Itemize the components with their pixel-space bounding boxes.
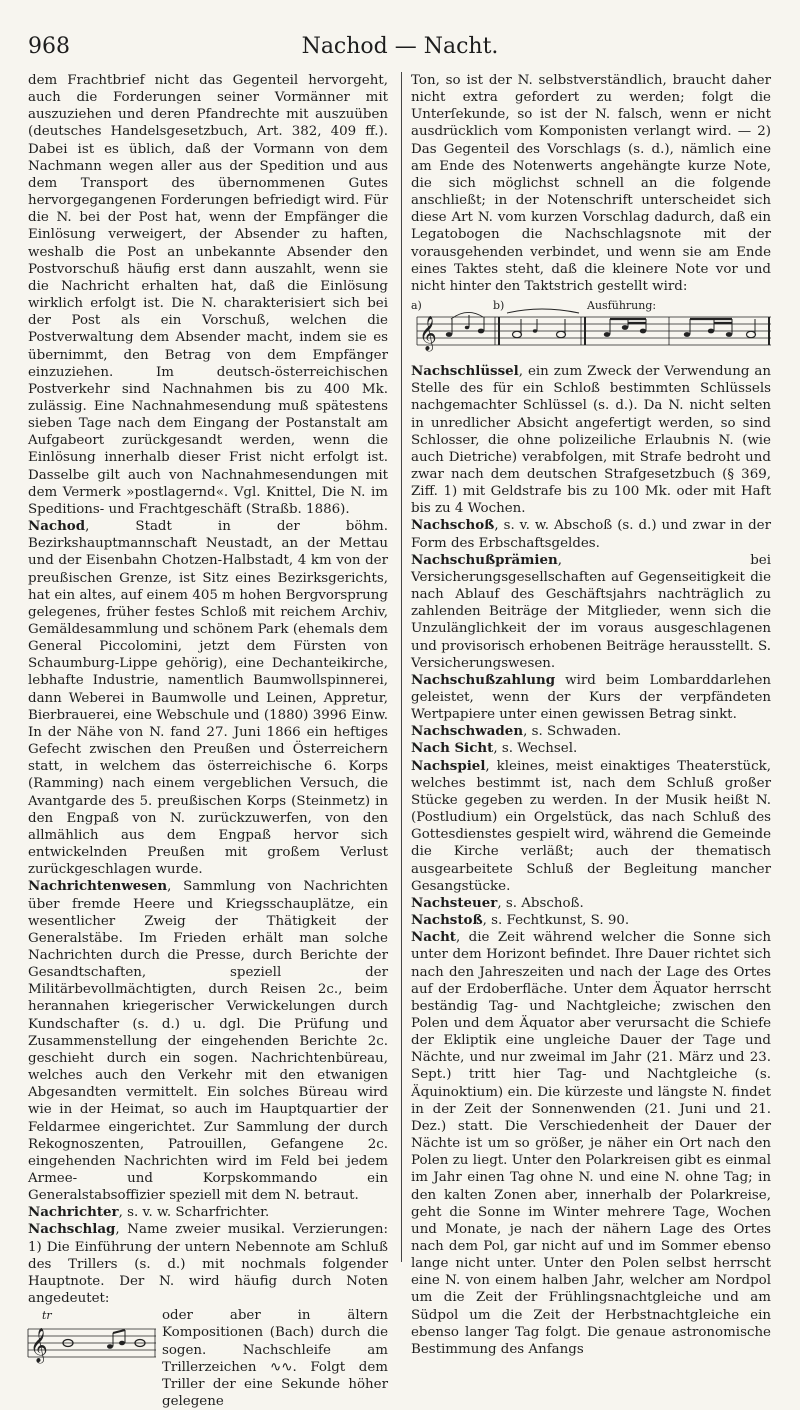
left-column [28,72,388,1410]
page-header [28,34,772,68]
entry-text: , Sammlung von Nachrichten über fremde Heere und Kriegsschauplätze, ein wesentlicher Zweig der Thätigkeit der Generalstäbe. Im Frieden erhält man solche Nachrichten durch die Presse, durch Berichte der Gesandtschaften, speziell der Militärbevollmächtigten, durch Reisen 2c., beim herannahen kriegerischer Verwickelungen durch Kundschafter (s. d.) u. dgl. Die Prüfung und Zusammenstellung der eingehenden Berichte 2c. geschieht durch ein sogen. Nachrichtenbüreau, welches auch den Verkehr mit den etwanigen Abgesandten vermittelt. Ein solches Büreau wird wie in der Heimat, so auch im Hauptquartier der Feldarmee eingerichtet. Zur Sammlung der durch Rekognoszenten, Patrouillen, Gefangene 2c. eingehenden Nachrichten wird im Feld bei jedem Armee- und Korpskommando ein Generalstabsoffizier speziell mit dem N. betraut. [28,879,388,1204]
entry-nachschusspraemien [411,552,771,672]
entry-nachschluessel [411,363,771,517]
nachschlag-music-example [411,299,771,357]
label-a: a) [411,299,422,313]
headword: Nachrichtenwesen [28,878,168,895]
trill-example [28,1307,388,1410]
column-divider [401,72,402,1262]
headword: Nachrichter [28,1204,119,1221]
entry-nachrichter [28,1204,388,1221]
entry-text: wird beim Lombarddarlehen geleistet, wenn der Kurs der verpfändeten Wertpapiere unter einen gewissen Betrag sinkt. [411,672,771,723]
entry-text: , kleines, meist einaktiges Theaterstück, welches bestimmt ist, nach dem Schluß großer Stücke gegeben zu werden. In der Musik heißt N. (Postludium) ein Orgelstück, das nach Schluß des Gottesdienstes gespielt wird, während die Gemeinde die Kirche verläßt; auch der thematisch ausgearbeitete Schluß der Begleitung mancher Gesangstücke. [411,758,771,894]
headword: Nach Sicht [411,740,494,757]
entry-text: , Stadt in der böhm. Bezirkshauptmannschaft Neustadt, an der Mettau und der Eisenbahn Chotzen-Halbstadt, 4 km von der preußischen Grenze, ist Sitz eines Bezirksgerichts, hat ein altes, auf einem 405 m hohen Bergvorsprung gelegenes, früher festes Schloß mit reichem Archiv, Gemäldesammlung und schönem Park (ehemals dem General Piccolomini, jetzt dem Fürsten von Schaumburg-Lippe gehörig), eine Dechanteikirche, lebhafte Industrie, namentlich Baumwollspinnerei, dann Weberei in Baumwolle und Leinen, Appretur, Bierbrauerei, eine Webschule und (1880) 3996 Einw. In der Nähe von N. fand 27. Juni 1866 ein heftiges Gefecht zwischen den Preußen und Österreichern statt, in welchem das österreichische 6. Korps (Ramming) nach einem vergeblichen Versuch, die Avantgarde des 5. preußischen Korps (Steinmetz) in den Engpaß von N. zurückzuwerfen, von den allmählich aus dem Engpaß hervor sich entwickelnden Preußen mit großem Verlust zurückgeschlagen wurde. [28,519,388,878]
headword: Nachschwaden [411,723,524,740]
trill-music-notation [28,1321,156,1367]
headword: Nachspiel [411,757,486,774]
trill-mark: tr [42,1309,52,1323]
entry-text: , Name zweier musikal. Verzierungen: 1) Die Einführung der untern Nebennote am Schluß des Trillers (s. d.) mit nochmals folgender Hauptnote. Der N. wird häufig durch Noten angedeutet: [28,1222,388,1307]
entry-text: , s. v. w. Abschoß (s. d.) und zwar in der Form des Erbschaftsgeldes. [411,518,771,551]
entry-nachstoss [411,912,771,929]
headword: Nachsteuer [411,894,498,911]
headword: Nachod [28,518,86,535]
entry-text: , s. v. w. Scharfrichter. [118,1205,270,1221]
svg-text:𝄞: 𝄞 [419,316,437,352]
music-notation [411,299,771,357]
headword: Nacht [411,929,456,946]
entry-nachspiel [411,758,771,895]
entry-text: , bei Versicherungsgesellschaften auf Gegenseitigkeit die nach Ablauf des Geschäftsjahrs nachträglich zu zahlenden Beiträge der Mitglieder, wenn sich die Unzulänglichkeit der im voraus ausgeschlagenen und provisorisch erhobenen Beiträge herausstellt. S. Versicherungswesen. [411,552,771,671]
entry-text: , s. Abschoß. [497,895,584,911]
entry-nachschwaden [411,723,771,740]
text-continuation: Ton, so ist der N. selbstverständlich, braucht daher nicht extra gefordert zu werden; folgt die Unterſekunde, so ist der N. falsch, wenn er nicht ausdrücklich vom Komponisten verlangt wird. — 2) Das Gegenteil des Vorschlags (s. d.), nämlich eine am Ende des Notenwerts angehängte kurze Note, die sich möglichst schnell an die folgende anschließt; in der Notenschrift unterscheidet sich diese Art N. vom kurzen Vorschlag dadurch, daß ein Legatobogen die Nachschlagsnote mit der vorausgehenden verbindet, und wenn sie am Ende eines Taktes steht, daß die kleinere Note vor und nicht hinter den Taktstrich gestellt wird: [411,73,771,294]
entry-nachschlag [28,1221,388,1307]
entry-nachschusszahlung [411,672,771,723]
right-column [411,72,771,1357]
headword: Nachschoß [411,517,495,534]
entry-nachod [28,518,388,878]
running-head: Nachod — Nacht. [301,34,499,59]
trill-caption: oder aber in ältern Kompositionen (Bach) durch die sogen. Nachschleife am Trillerzeichen ∿∿. Folgt dem Triller der eine Sekunde höher gelegene [162,1308,388,1410]
entry-text: , die Zeit während welcher die Sonne sich unter dem Horizont befindet. Ihre Dauer richtet sich nach den Jahreszeiten und nach der Lage des Ortes auf der Erdoberfläche. Unter dem Äquator herrscht beständig Tag- und Nachtgleiche; zwischen den Polen und dem Äquator aber verursacht die Schiefe der Ekliptik eine ungleiche Dauer der Tage und Nächte, und nur zweimal im Jahr (21. März und 23. Sept.) tritt hier Tag- und Nachtgleiche (s. Äquinoktium) ein. Die kürzeste und längste N. findet in der Zeit der Sonnenwenden (21. Juni und 21. Dez.) statt. Die Verschiedenheit der Dauer der Nächte ist um so größer, je näher ein Ort nach den Polen zu liegt. Unter den Polarkreisen gibt es einmal im Jahr einen Tag ohne N. und eine N. ohne Tag; in den kalten Zonen aber, innerhalb der Polarkreise, geht die Sonne im Winter mehrere Tage, Wochen und Monate, je nach der nähern Lage des Ortes nach dem Pol, gar nicht auf und im Sommer ebenso lange nicht unter. Unter den Polen selbst herrscht eine N. von einem halben Jahr, welcher am Nordpol um die Zeit der Frühlingsnachtgleiche und am Südpol um die Zeit der Herbstnachtgleiche ein ebenso langer Tag folgt. Die genaue astronomische Bestimmung des Anfangs [411,930,771,1357]
entry-text: , s. Wechsel. [493,741,578,757]
text-continuation: dem Frachtbrief nicht das Gegenteil hervorgeht, auch die Forderungen seiner Vormänner mit auszuziehen und deren Pfandrechte mit auszuüben (deutsches Handelsgesetzbuch, Art. 382, 409 ff.). Dabei ist es üblich, daß der Vormann von dem Nachmann wegen aller aus der Spedition und aus dem Transport des übernommenen Gutes hervorgegangenen Forderungen befriedigt wird. Für die N. bei der Post hat, wenn der Empfänger die Einlösung verweigert, der Absender zu haften, weshalb die Post an unbekannte Absender den Postvorschuß häufig erst dann auszahlt, wenn sie die Nachricht erhalten hat, daß die Einlösung wirklich erfolgt ist. Die N. charakterisiert sich bei der Post als ein Vorschuß, welchen die Postverwaltung dem Absender macht, indem sie es übernimmt, den Betrag von dem Empfänger einzuziehen. Im deutsch-österreichischen Postverkehr sind Nachnahmen bis zu 400 Mk. zulässig. Eine Nachnahmesendung muß spätestens sieben Tage nach dem Eingang der Postanstalt am Aufgabeort zurückgesandt werden, wenn die Einlösung innerhalb dieser Frist nicht erfolgt ist. Dasselbe gilt auch von Nachnahmesendungen mit dem Vermerk »postlagernd«. Vgl. Knittel, Die N. im Speditions- und Frachtgeschäft (Straßb. 1886). [28,73,388,517]
svg-text:𝄞: 𝄞 [30,1328,48,1364]
headword: Nachschußzahlung [411,671,556,688]
headword: Nachschußprämien [411,551,558,568]
entry-nach-sicht [411,740,771,757]
page-number: 968 [28,34,70,59]
headword: Nachschlüssel [411,363,519,380]
label-ausfuehrung: Ausführung: [587,299,657,313]
headword: Nachstoß [411,912,483,929]
entry-text: , s. Schwaden. [523,724,622,740]
entry-nachrichtenwesen [28,878,388,1204]
entry-nachschoss [411,517,771,551]
entry-nacht [411,929,771,1358]
headword: Nachschlag [28,1221,116,1238]
entry-nachsteuer [411,895,771,912]
label-b: b) [493,299,505,313]
entry-text: , ein zum Zweck der Verwendung an Stelle des für ein Schloß bestimmten Schlüssels nachgemachter Schlüssel (s. d.). Da N. nicht selten in unredlicher Absicht angefertigt werden, so sind Schlosser, die ohne polizeiliche Erlaubnis N. (wie auch Dietriche) verabfolgen, mit Strafe bedroht und zwar nach dem deutschen Strafgesetzbuch (§ 369, Ziff. 1) mit Geldstrafe bis zu 100 Mk. oder mit Haft bis zu 4 Wochen. [411,364,771,517]
entry-text: , s. Fechtkunst, S. 90. [482,913,630,929]
